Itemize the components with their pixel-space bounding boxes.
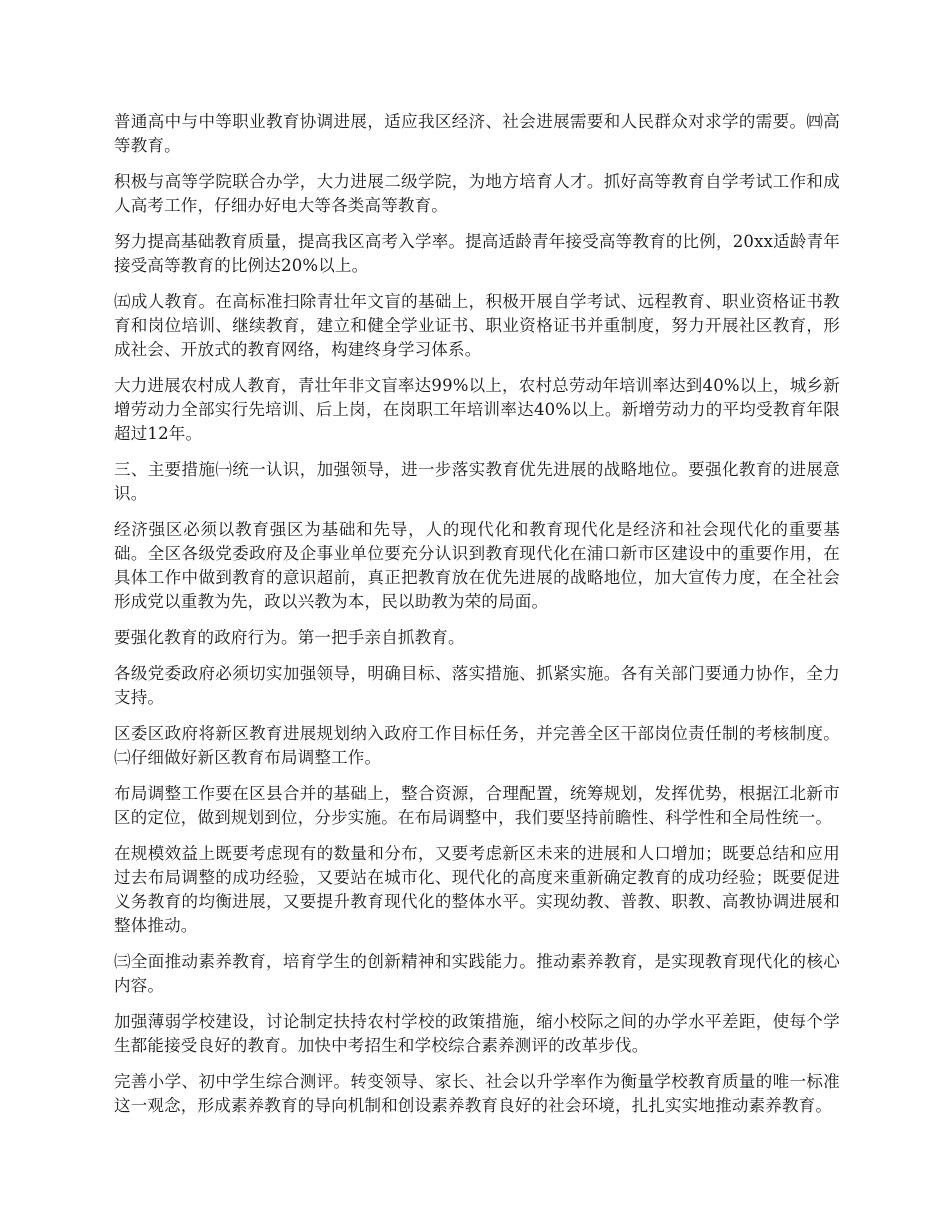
paragraph: 三、主要措施㈠统一认识，加强领导，进一步落实教育优先进展的战略地位。要强化教育的进展意识。 bbox=[114, 460, 840, 503]
paragraph: 加强薄弱学校建设，讨论制定扶持农村学校的政策措施，缩小校际之间的办学水平差距，使每个学生都能接受良好的教育。加快中考招生和学校综合素养测评的改革步伐。 bbox=[114, 1012, 840, 1055]
paragraph: ㈤成人教育。在高标准扫除青壮年文盲的基础上，积极开展自学考试、远程教育、职业资格证书教育和岗位培训、继续教育，建立和健全学业证书、职业资格证书并重制度，努力开展社区教育，形成社会、开放式的教育网络，构建终身学习体系。 bbox=[114, 292, 840, 359]
paragraph: 要强化教育的政府行为。第一把手亲自抓教育。 bbox=[114, 628, 465, 647]
paragraph: 积极与高等学院联合办学，大力进展二级学院，为地方培育人才。抓好高等教育自学考试工作和成人高考工作，仔细办好电大等各类高等教育。 bbox=[114, 172, 840, 215]
paragraph: 普通高中与中等职业教育协调进展，适应我区经济、社会进展需要和人民群众对求学的需要。㈣高等教育。 bbox=[114, 112, 840, 155]
paragraph: 布局调整工作要在区县合并的基础上，整合资源，合理配置，统筹规划，发挥优势，根据江北新市区的定位，做到规划到位，分步实施。在布局调整中，我们要坚持前瞻性、科学性和全局性统一。 bbox=[114, 784, 840, 827]
paragraph: 完善小学、初中学生综合测评。转变领导、家长、社会以升学率作为衡量学校教育质量的唯一标准这一观念，形成素养教育的导向机制和创设素养教育良好的社会环境，扎扎实实地推动素养教育。 bbox=[114, 1072, 840, 1115]
paragraph: 在规模效益上既要考虑现有的数量和分布，又要考虑新区未来的进展和人口增加；既要总结和应用过去布局调整的成功经验，又要站在城市化、现代化的高度来重新确定教育的成功经验；既要促进义务教育的均衡进展，又要提升教育现代化的整体水平。实现幼教、普教、职教、高教协调进展和整体推动。 bbox=[114, 844, 840, 935]
paragraph: 努力提高基础教育质量，提高我区高考入学率。提高适龄青年接受高等教育的比例，20xx适龄青年接受高等教育的比例达20%以上。 bbox=[114, 232, 840, 275]
paragraph: 经济强区必须以教育强区为基础和先导，人的现代化和教育现代化是经济和社会现代化的重要基础。全区各级党委政府及企事业单位要充分认识到教育现代化在浦口新市区建设中的重要作用，在具体工作中做到教育的意识超前，真正把教育放在优先进展的战略地位，加大宣传力度，在全社会形成党以重教为先，政以兴教为本，民以助教为荣的局面。 bbox=[114, 520, 840, 611]
paragraph: 区委区政府将新区教育进展规划纳入政府工作目标任务，并完善全区干部岗位责任制的考核制度。㈡仔细做好新区教育布局调整工作。 bbox=[114, 724, 840, 767]
document-body bbox=[114, 110, 840, 1130]
paragraph: ㈢全面推动素养教育，培育学生的创新精神和实践能力。推动素养教育，是实现教育现代化的核心内容。 bbox=[114, 952, 840, 995]
paragraph: 各级党委政府必须切实加强领导，明确目标、落实措施、抓紧实施。各有关部门要通力协作，全力支持。 bbox=[114, 664, 840, 707]
paragraph: 大力进展农村成人教育，青壮年非文盲率达99%以上，农村总劳动年培训率达到40%以上，城乡新增劳动力全部实行先培训、后上岗，在岗职工年培训率达40%以上。新增劳动力的平均受教育年限超过12年。 bbox=[114, 376, 840, 443]
